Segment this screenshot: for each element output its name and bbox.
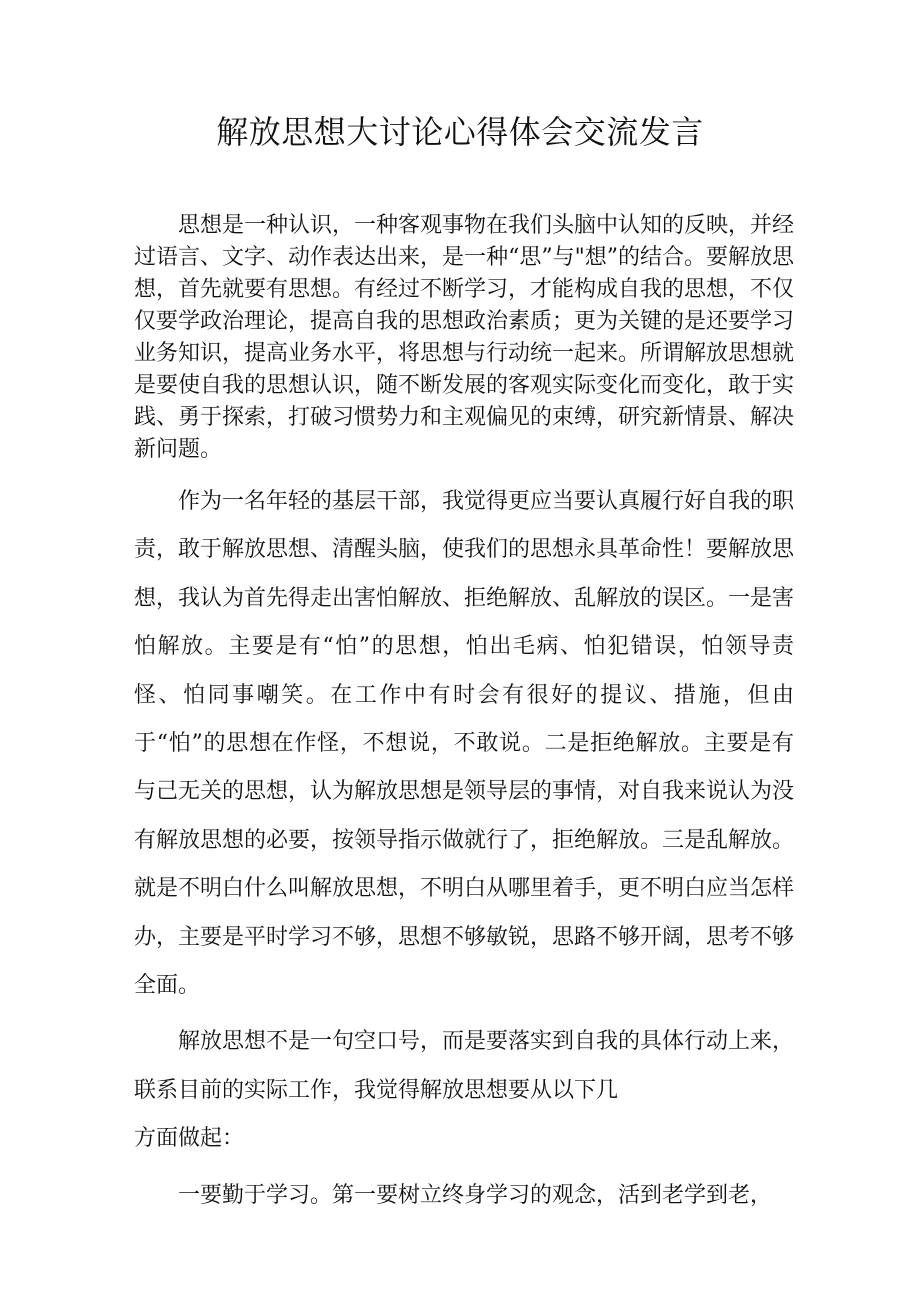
paragraph-4: 一要勤于学习。第一要树立终身学习的观念，活到老学到老， bbox=[178, 1182, 773, 1208]
paragraph-3 bbox=[134, 1018, 794, 1163]
paragraph-1: 思想是一种认识，一种客观事物在我们头脑中认知的反映，并经过语言、文字、动作表达出来，是一种“思”与"想”的结合。要解放思想，首先就要有思想。有经过不断学习，才能构成自我的思想，不仅仅要学政治理论，提高自我的思想政治素质；更为关键的是还要学习业务知识，提高业务水平，将思想与行动统一起来。所谓解放思想就是要使自我的思想认识，随不断发展的客观实际变化而变化，敢于实践、勇于探索，打破习惯势力和主观偏见的束缚，研究新情景、解决新问题。 bbox=[134, 213, 795, 462]
paragraph-2: 作为一名年轻的基层干部，我觉得更应当要认真履行好自我的职责，敢于解放思想、清醒头脑，使我们的思想永具革命性！要解放思想，我认为首先得走出害怕解放、拒绝解放、乱解放的误区。一是害怕解放。主要是有“怕”的思想，怕出毛病、怕犯错误，怕领导责怪、怕同事嘲笑。在工作中有时会有很好的提议、措施，但由于“怕”的思想在作怪，不想说，不敢说。二是拒绝解放。主要是有与己无关的思想，认为解放思想是领导层的事情，对自我来说认为没有解放思想的必要，按领导指示做就行了，拒绝解放。三是乱解放。就是不明白什么叫解放思想，不明白从哪里着手，更不明白应当怎样办，主要是平时学习不够，思想不够敏锐，思路不够开阔，思考不够全面。 bbox=[134, 489, 795, 999]
paragraph-3-line-2: 方面做起： bbox=[134, 1126, 245, 1152]
paragraph-3-line-1: 解放思想不是一句空口号，而是要落实到自我的具体行动上来，联系目前的实际工作，我觉得解放思想要从以下几 bbox=[134, 1029, 795, 1103]
document-title: 解放思想大讨论心得体会交流发言 bbox=[216, 113, 704, 151]
document-body bbox=[134, 210, 794, 1220]
